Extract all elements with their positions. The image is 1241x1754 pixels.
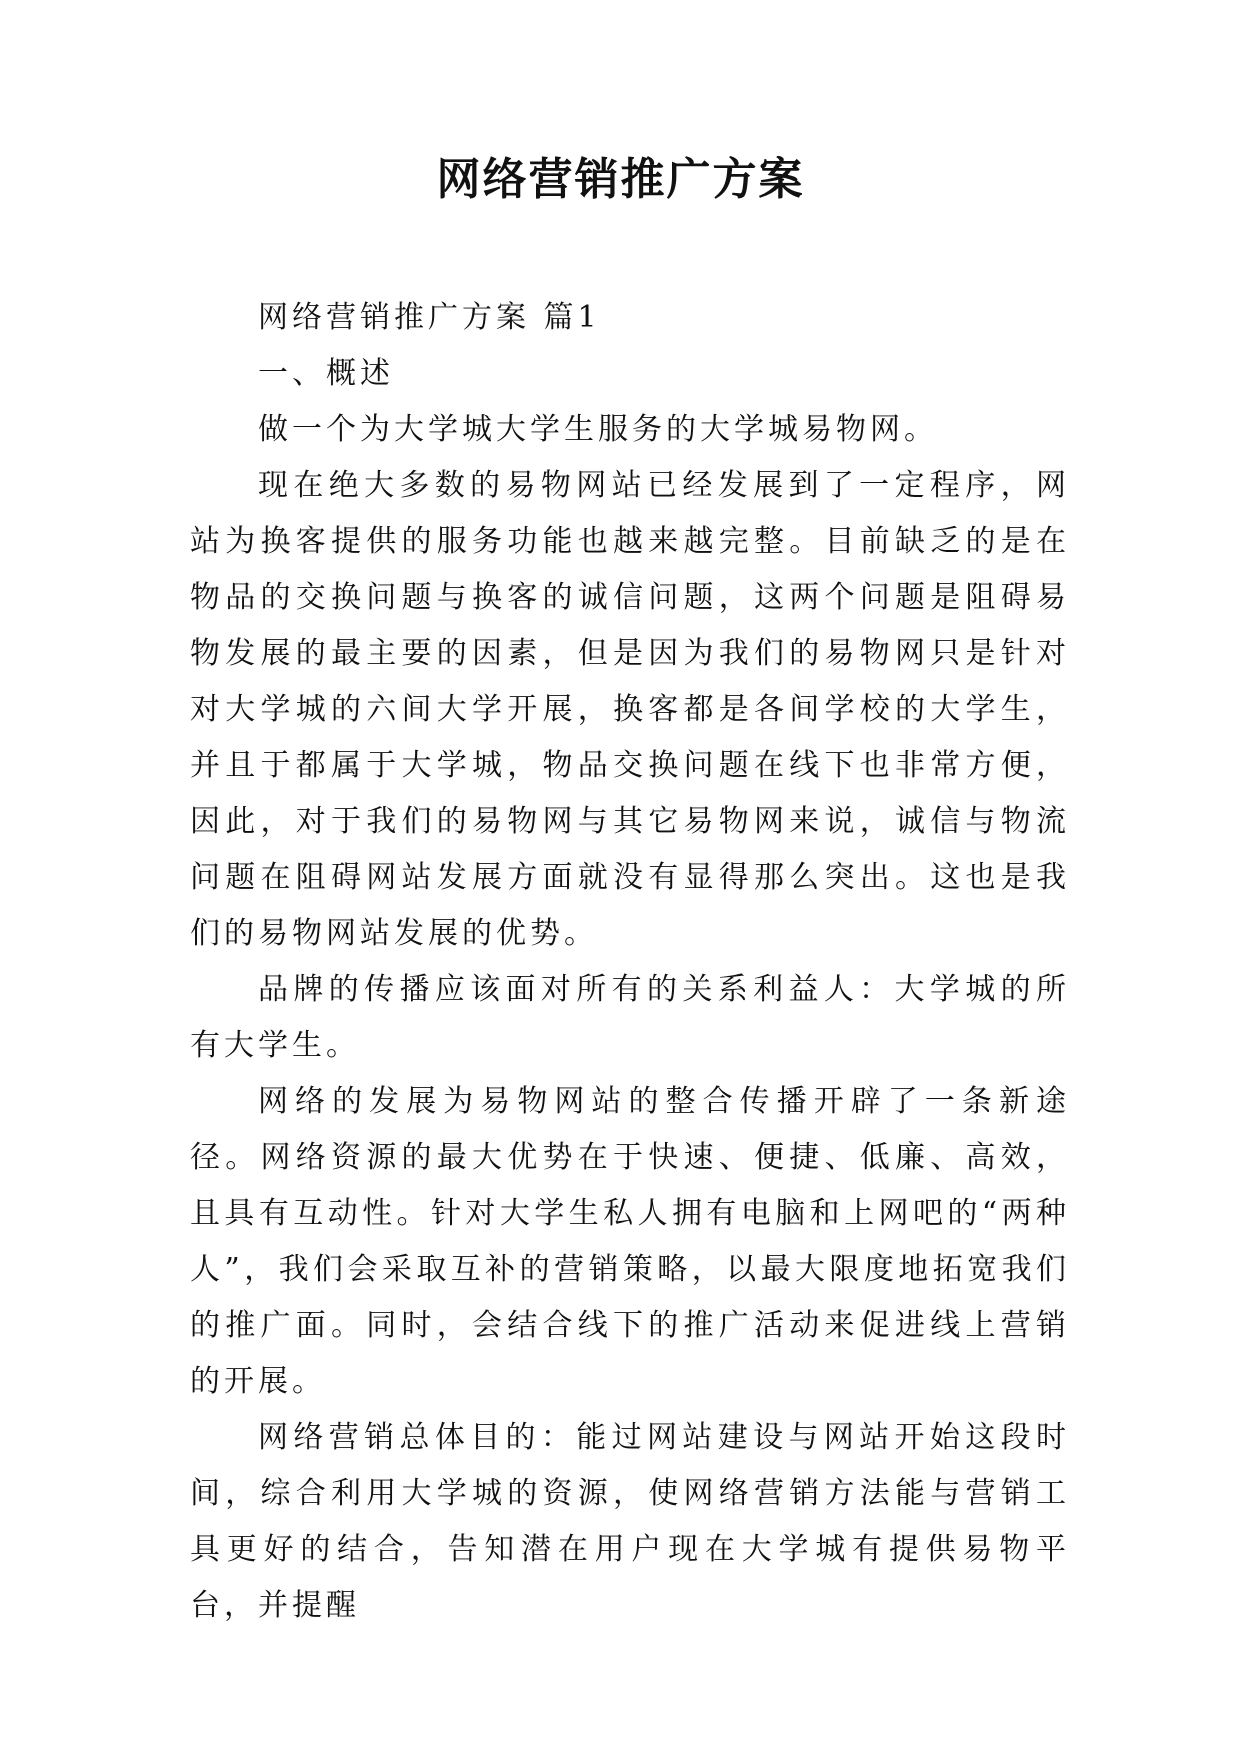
section-heading: 网络营销推广方案 篇1 — [258, 300, 601, 335]
paragraph: 网络的发展为易物网站的整合传播开辟了一条新途径。网络资源的最大优势在于快速、便捷、低廉、高效，且具有互动性。针对大学生私人拥有电脑和上网吧的“两种人”，我们会采取互补的营销策略，以最大限度地拓宽我们的推广面。同时，会结合线下的推广活动来促进线上营销的开展。 — [190, 1084, 1070, 1399]
paragraph: 网络营销总体目的：能过网站建设与网站开始这段时间，综合利用大学城的资源，使网络营销方法能与营销工具更好的结合，告知潜在用户现在大学城有提供易物平台，并提醒 — [190, 1420, 1070, 1623]
paragraph: 现在绝大多数的易物网站已经发展到了一定程序，网站为换客提供的服务功能也越来越完整。目前缺乏的是在物品的交换问题与换客的诚信问题，这两个问题是阻碍易物发展的最主要的因素，但是因为我们的易物网只是针对对大学城的六间大学开展，换客都是各间学校的大学生，并且于都属于大学城，物品交换问题在线下也非常方便，因此，对于我们的易物网与其它易物网来说，诚信与物流问题在阻碍网站发展方面就没有显得那么突出。这也是我们的易物网站发展的优势。 — [190, 468, 1070, 951]
document-body — [190, 290, 1070, 1634]
paragraph: 品牌的传播应该面对所有的关系利益人：大学城的所有大学生。 — [190, 972, 1070, 1063]
subsection-heading: 一、概述 — [258, 356, 394, 391]
paragraph: 做一个为大学城大学生服务的大学城易物网。 — [258, 412, 938, 447]
document-title: 网络营销推广方案 — [436, 154, 805, 205]
